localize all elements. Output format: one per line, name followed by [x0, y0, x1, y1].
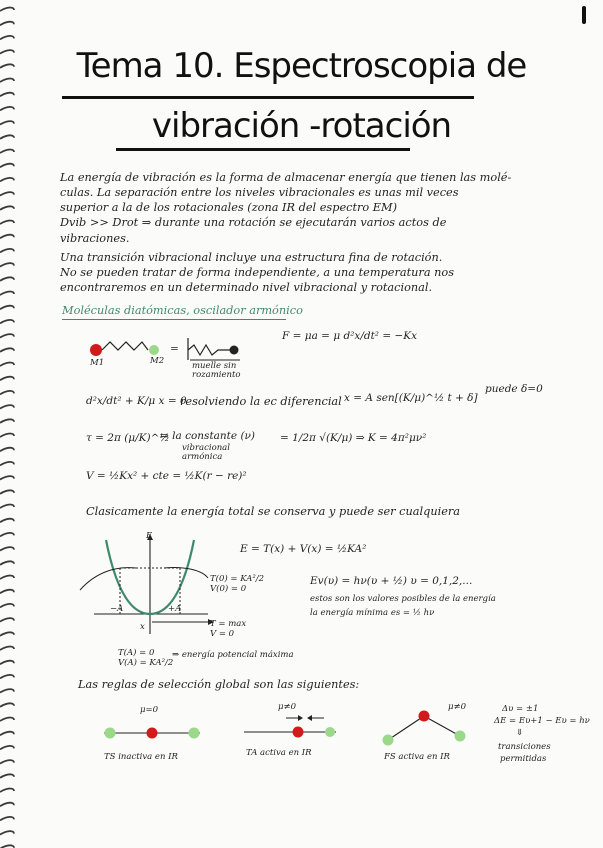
spiral-loop — [0, 363, 14, 367]
bond-spring — [102, 342, 148, 350]
spiral-loop — [0, 746, 14, 750]
spiral-loop — [0, 576, 14, 580]
spiral-loop — [0, 164, 14, 168]
section-heading-underline — [62, 319, 286, 320]
spiral-loop — [0, 263, 14, 267]
label-fs-active: FS activa en IR — [384, 752, 450, 762]
rule-arrow: ⇓ — [516, 728, 524, 738]
spiral-loop — [0, 533, 14, 537]
spiral-loop — [0, 718, 14, 722]
spiral-loop — [0, 647, 14, 651]
spiral-loop — [0, 150, 14, 154]
spiral-loop — [0, 448, 14, 452]
spring — [188, 345, 232, 355]
atom-right — [189, 728, 200, 739]
atom-left — [105, 728, 116, 739]
spiral-loop — [0, 235, 14, 239]
diatomic-oscillator-diagram — [82, 330, 282, 380]
atom-right-asym — [325, 727, 335, 737]
spiral-loop — [0, 632, 14, 636]
label-m1: M1 — [90, 358, 105, 368]
spiral-loop — [0, 547, 14, 551]
equals-sign: = — [170, 343, 179, 355]
spiral-loop — [0, 490, 14, 494]
spiral-loop — [0, 334, 14, 338]
mass — [230, 346, 239, 355]
spiral-loop — [0, 476, 14, 480]
spiral-loop — [0, 590, 14, 594]
graph-label-E: E — [146, 531, 153, 541]
label-ta-active: TA activa en IR — [246, 748, 312, 758]
spiral-loop — [0, 519, 14, 523]
potential-max-note: ⇒ energía potencial máxima — [172, 650, 294, 660]
graph-label-x: x — [140, 622, 145, 632]
spiral-loop — [0, 604, 14, 608]
mu-zero-label: μ=0 — [140, 705, 159, 715]
quantum-note-minimum: la energía mínima es = ½ hν — [310, 608, 435, 618]
spiral-loop — [0, 789, 14, 793]
force-equation: F = μa = μ d²x/dt² = −Kx — [282, 330, 418, 342]
spiral-loop — [0, 391, 14, 395]
spiral-loop — [0, 732, 14, 736]
page-title-line2: vibración -rotación — [151, 106, 452, 146]
asymmetric-stretch-molecule — [240, 712, 340, 746]
intro-line6: Una transición vibracional incluye una estructura fina de rotación. — [60, 251, 443, 264]
rule-delta-e: ΔE = Eυ+1 − Eυ = hν — [494, 716, 590, 726]
atom-center-asym — [293, 727, 304, 738]
quantum-note-values: estos son los valores posibles de la energía — [310, 594, 496, 604]
intro-line8: encontraremos en un determinado nivel vibracional y rotacional. — [60, 281, 433, 294]
spiral-loop — [0, 505, 14, 509]
graph-label-minusA: −A — [110, 604, 124, 614]
solution-equation: x = A sen[(K/μ)^½ t + δ] — [344, 392, 478, 404]
spiral-loop — [0, 178, 14, 182]
spiral-loop — [0, 803, 14, 807]
label-ts-inactive: TS inactiva en IR — [104, 752, 178, 762]
spiral-loop — [0, 249, 14, 253]
v0-label: V(0) = 0 — [210, 584, 247, 594]
spiral-loop — [0, 22, 14, 26]
title-underline-1 — [62, 96, 474, 99]
spiral-loop — [0, 661, 14, 665]
section-heading: Moléculas diatómicas, oscilador armónico — [62, 304, 303, 317]
intro-line7: No se pueden tratar de forma independiente, a una temperatura nos — [60, 266, 455, 279]
spiral-loop — [0, 93, 14, 97]
spiral-loop — [0, 760, 14, 764]
ta-label: T(A) = 0 — [118, 648, 155, 658]
atom-left-bend — [383, 735, 394, 746]
atom-m2 — [149, 345, 159, 355]
ink-mark — [582, 6, 586, 24]
atom-right-bend — [455, 731, 466, 742]
intro-line5: vibraciones. — [60, 232, 130, 245]
spiral-loop — [0, 277, 14, 281]
mu-nonzero-label: μ≠0 — [278, 702, 297, 712]
spiral-loop — [0, 774, 14, 778]
spiral-loop — [0, 36, 14, 40]
intro-line3: superior a la de los rotacionales (zona IR del espectro EM) — [60, 201, 398, 214]
intro-line4: Dvib >> Drot ⇒ durante una rotación se ejecutarán varios actos de — [60, 216, 447, 229]
title-underline-2 — [116, 148, 410, 151]
mu-nonzero-bend-label: μ≠0 — [448, 702, 467, 712]
spiral-loop — [0, 817, 14, 821]
classical-statement: Clasicamente la energía total se conserva y puede ser cualquiera — [86, 505, 461, 518]
spiral-loop — [0, 306, 14, 310]
period-note-vibracional: vibracional — [182, 443, 230, 453]
spiral-loop — [0, 405, 14, 409]
spiral-loop — [0, 8, 14, 12]
atom-center — [147, 728, 158, 739]
energy-arc-left — [80, 568, 136, 590]
spiral-loop — [0, 348, 14, 352]
total-energy-equation: E = T(x) + V(x) = ½KA² — [240, 543, 367, 555]
atom-m1 — [90, 344, 102, 356]
rule-transiciones: transiciones — [498, 742, 551, 752]
symmetric-stretch-molecule — [100, 720, 204, 746]
intro-line2: culas. La separación entre los niveles vibracionales es unas mil veces — [60, 186, 459, 199]
potential-equation: V = ½Kx² + cte = ½K(r − re)² — [86, 470, 247, 482]
spiral-loop — [0, 377, 14, 381]
va-label: V(A) = KA²/2 — [118, 658, 174, 668]
t0-label: T(0) = KA²/2 — [210, 574, 265, 584]
label-m2: M2 — [150, 356, 165, 366]
v-zero-label: V = 0 — [210, 629, 235, 639]
period-note-armonica: armónica — [182, 452, 223, 462]
diff-note: resolviendo la ec diferencial — [180, 395, 342, 408]
spiral-loop — [0, 221, 14, 225]
spiral-loop — [0, 561, 14, 565]
selection-heading: Las reglas de selección global son las siguientes: — [78, 678, 360, 691]
bending-molecule — [376, 706, 472, 746]
period-equation: τ = 2π (μ/K)^½ — [86, 432, 170, 444]
quantum-energy-equation: Ev(υ) = hν(υ + ½) υ = 0,1,2,... — [310, 575, 473, 587]
atom-center-bend — [419, 711, 430, 722]
spiral-loop — [0, 703, 14, 707]
spiral-loop — [0, 831, 14, 835]
spiral-loop — [0, 434, 14, 438]
rule-delta-v: Δυ = ±1 — [502, 704, 539, 714]
spiral-loop — [0, 689, 14, 693]
delta-note: puede δ=0 — [485, 383, 543, 395]
diff-equation: d²x/dt² + K/μ x = 0 — [86, 395, 187, 407]
page-title-line1: Tema 10. Espectroscopia de — [76, 46, 527, 86]
spiral-loop — [0, 675, 14, 679]
spiral-loop — [0, 206, 14, 210]
rule-permitidas: permitidas — [500, 754, 547, 764]
spiral-loop — [0, 462, 14, 466]
spiral-loop — [0, 618, 14, 622]
spring-note: muelle sin rozamiento — [192, 361, 241, 380]
spiral-loop — [0, 419, 14, 423]
spiral-loop — [0, 192, 14, 196]
intro-line1: La energía de vibración es la forma de almacenar energía que tienen las molé- — [60, 171, 512, 184]
period-arrow: ⇒ la constante (ν) — [160, 430, 256, 442]
nu-equation: = 1/2π √(K/μ) ⇒ K = 4π²μν² — [280, 432, 427, 444]
tmax-label: T = max — [210, 619, 247, 629]
spiral-loop — [0, 320, 14, 324]
graph-label-plusA: +A — [168, 604, 182, 614]
spiral-loop — [0, 292, 14, 296]
